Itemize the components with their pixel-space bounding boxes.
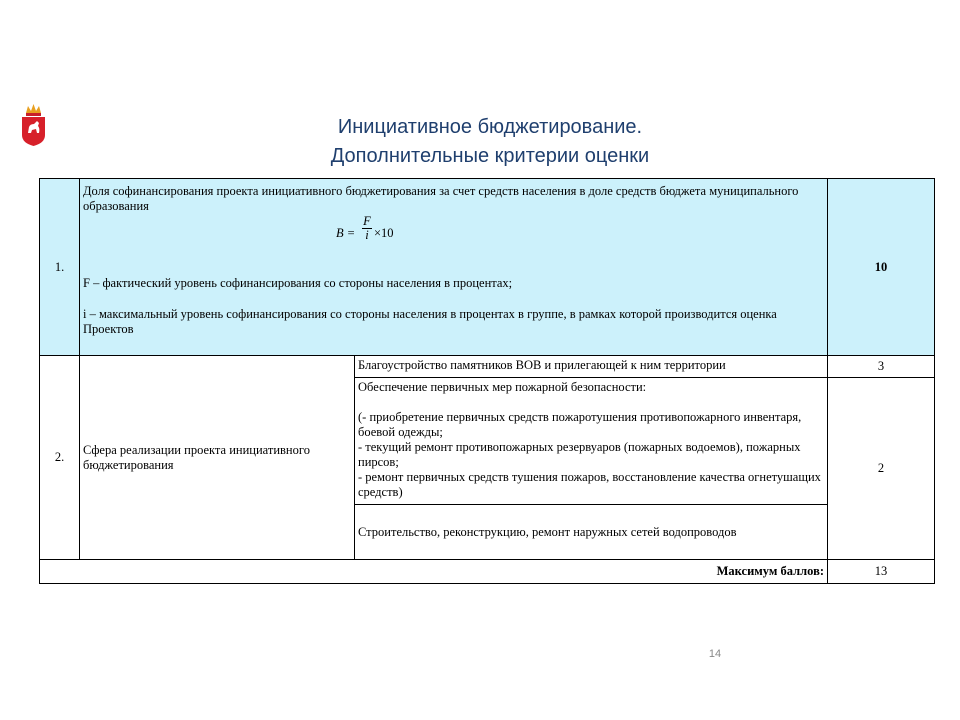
- formula-denominator: i: [365, 228, 369, 242]
- item-text: Благоустройство памятников ВОВ и прилегающей к ним территории: [355, 356, 828, 378]
- criterion-description: Сфера реализации проекта инициативного бюджетирования: [80, 356, 355, 560]
- perm-krai-emblem-icon: [20, 103, 47, 147]
- total-value: 13: [828, 560, 935, 584]
- formula-lhs: B =: [336, 226, 356, 240]
- item-line: - текущий ремонт противопожарных резервуаров (пожарных водоемов), пожарных пирсов;: [358, 440, 801, 469]
- criterion-points: 10: [828, 179, 935, 356]
- note-f: F – фактический уровень софинансирования со стороны населения в процентах;: [83, 276, 513, 290]
- item-line: - ремонт первичных средств тушения пожаров, восстановление качества огнетушащих средств): [358, 470, 821, 499]
- page-number: 14: [708, 648, 722, 660]
- criterion-description: Доля софинансирования проекта инициативного бюджетирования за счет средств населения в доле средств бюджета муниципального образования: [83, 184, 799, 213]
- criterion-number: 1.: [40, 179, 80, 356]
- criterion-number: 2.: [40, 356, 80, 560]
- table-row: [40, 356, 935, 378]
- item-text: Строительство, реконструкцию, ремонт наружных сетей водопроводов: [355, 505, 828, 560]
- item-heading: Обеспечение первичных мер пожарной безопасности:: [358, 380, 647, 394]
- item-points: 2: [828, 378, 935, 560]
- table-row: [40, 179, 935, 356]
- formula: [83, 214, 824, 254]
- total-row: [40, 560, 935, 584]
- note-i: i – максимальный уровень софинансирования со стороны населения в процентах в группе, в рамках которой производится оценка Проектов: [83, 307, 777, 336]
- item-line: (- приобретение первичных средств пожаротушения противопожарного инвентаря, боевой одежды;: [358, 410, 802, 439]
- formula-fraction: [362, 215, 372, 242]
- formula-rhs: ×10: [374, 226, 394, 240]
- title-line-2: Дополнительные критерии оценки: [330, 145, 650, 167]
- criteria-table: [39, 178, 935, 584]
- formula-numerator: F: [363, 214, 371, 228]
- slide-title: [240, 113, 740, 171]
- item-fire-safety: [355, 378, 828, 505]
- total-label: Максимум баллов:: [40, 560, 828, 584]
- criterion-description-cell: [80, 179, 828, 356]
- item-points: 3: [828, 356, 935, 378]
- title-line-1: Инициативное бюджетирование.: [337, 116, 643, 138]
